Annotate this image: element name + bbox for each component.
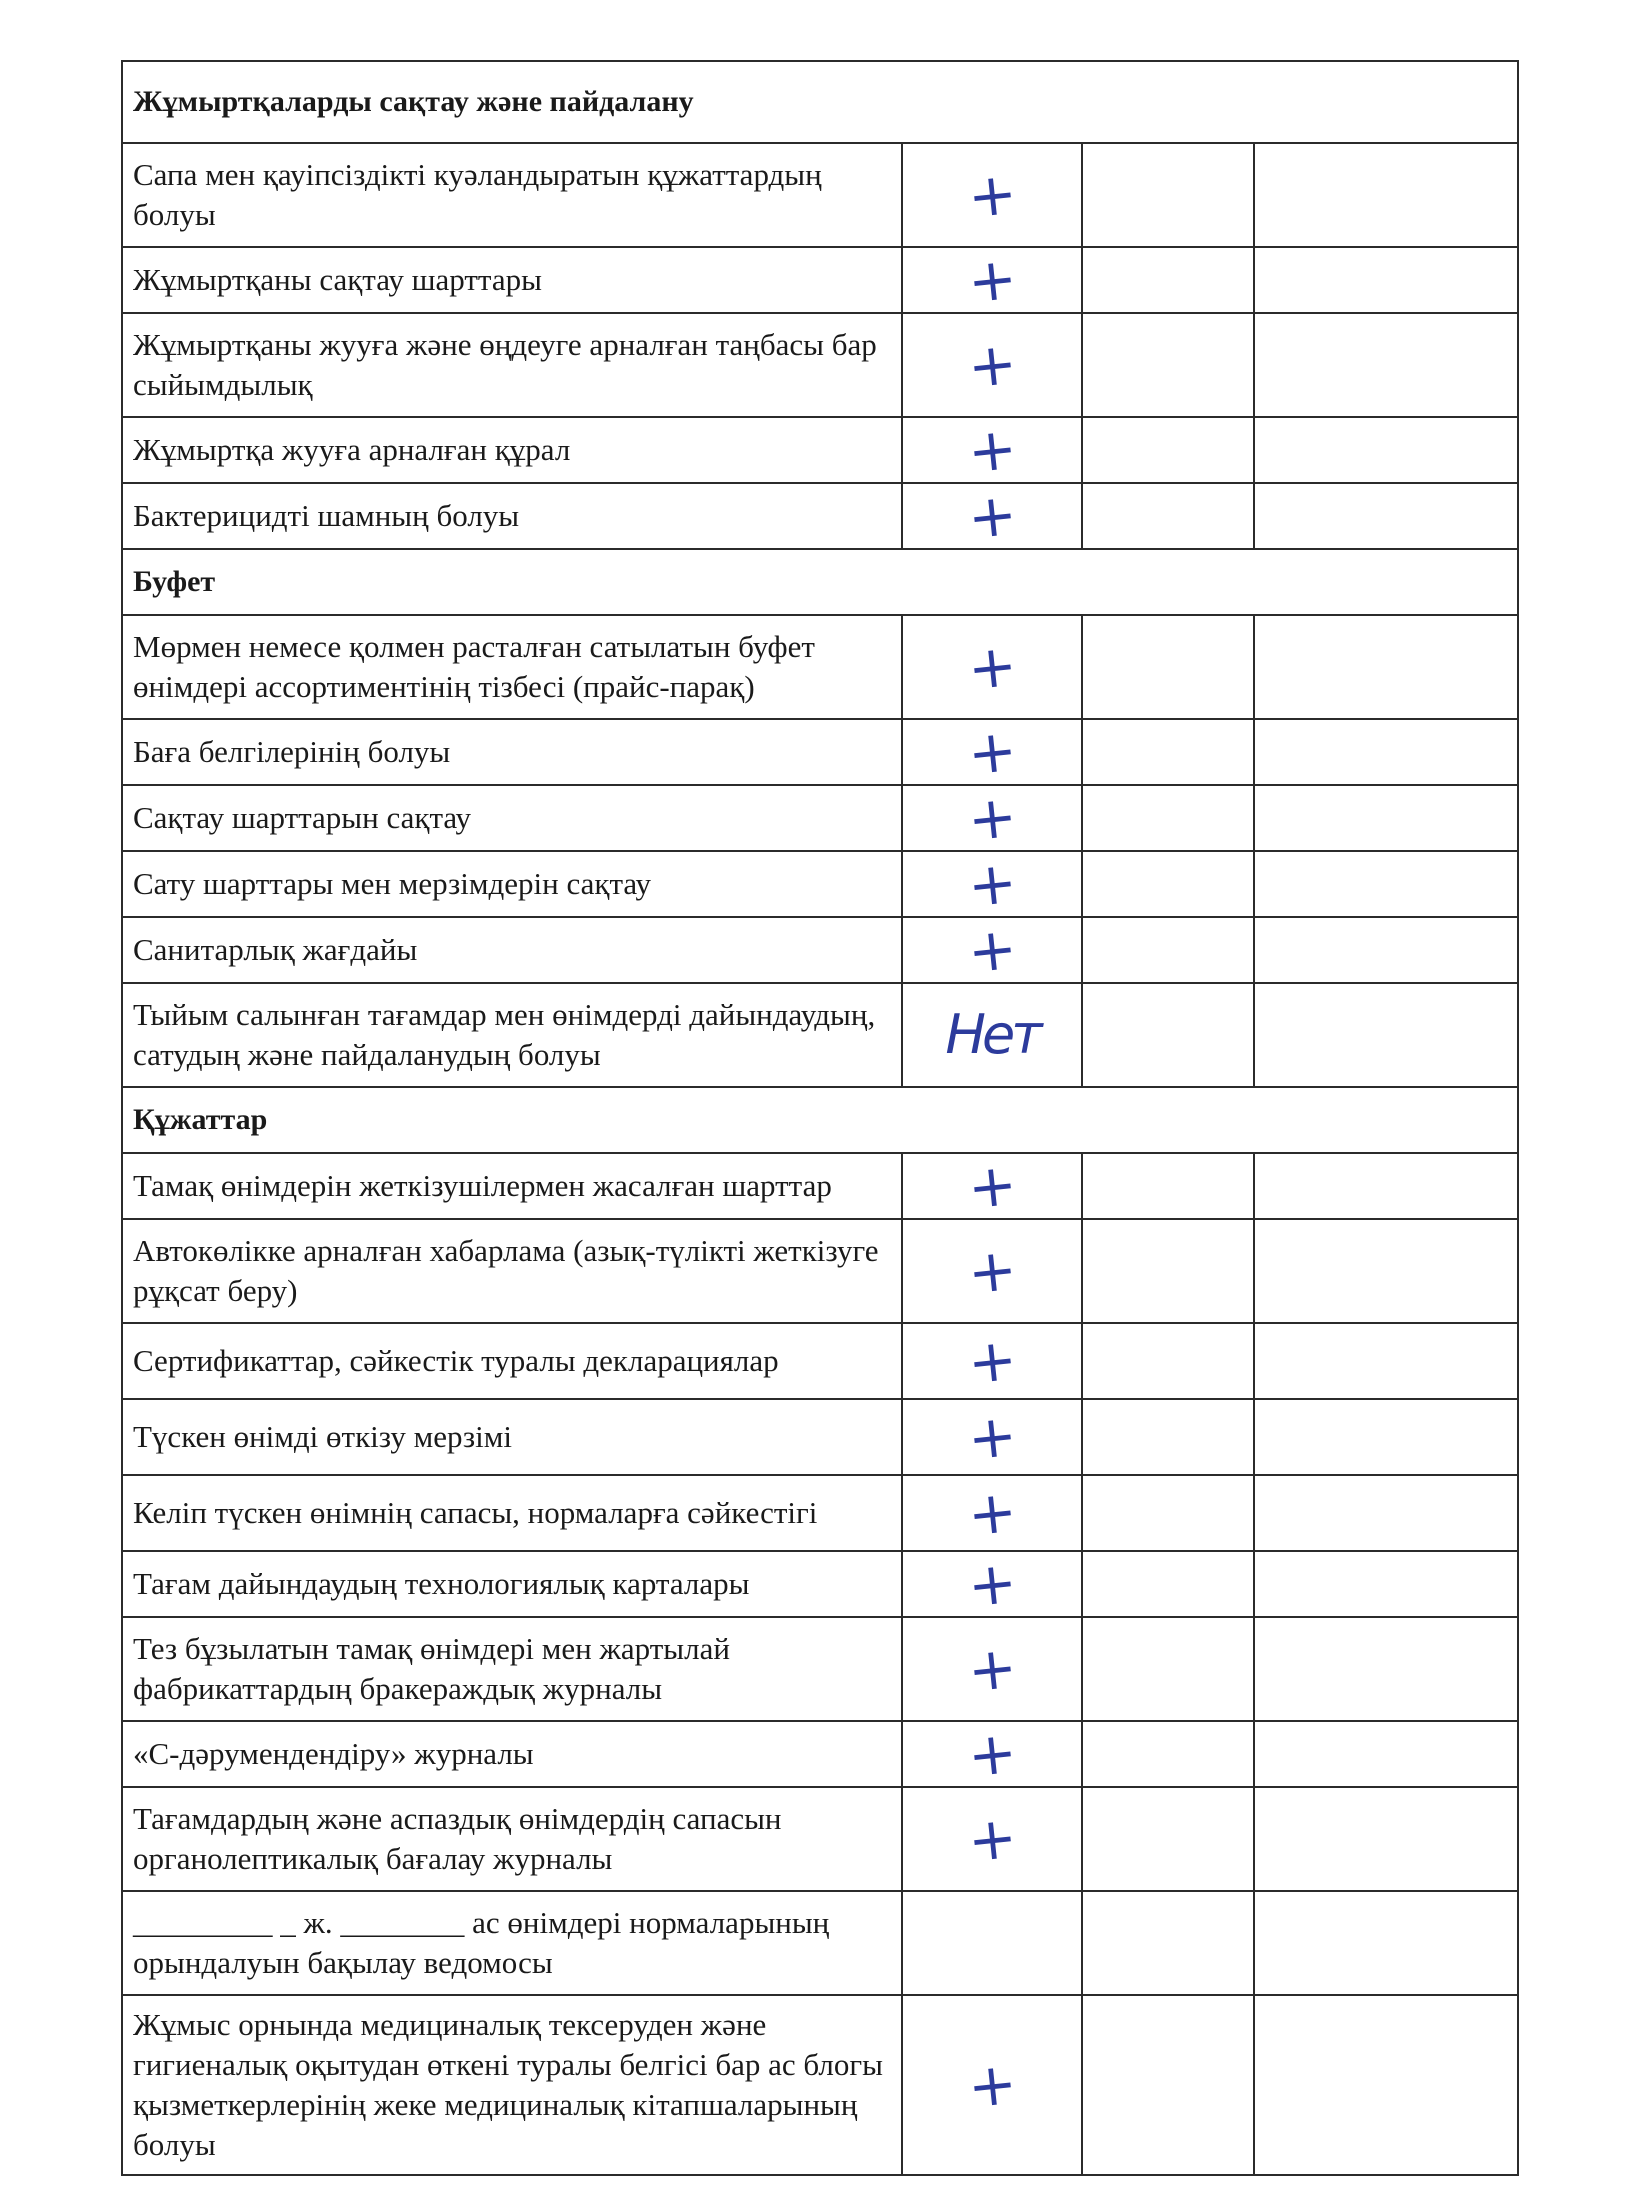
- criterion-text: Сертификаттар, сәйкестік туралы декларациялар: [122, 1323, 902, 1399]
- handwritten-plus-mark: +: [964, 913, 1020, 986]
- mark-cell: [902, 615, 1082, 719]
- criterion-text: Мөрмен немесе қолмен расталған сатылатын буфет өнімдері ассортиментінің тізбесі (прайс-парақ): [122, 615, 902, 719]
- empty-cell-a: [1082, 1551, 1254, 1617]
- empty-cell-b: [1254, 1551, 1518, 1617]
- mark-cell: [902, 781, 1082, 854]
- table-row: [122, 1995, 1518, 2175]
- empty-cell-a: [1082, 785, 1254, 851]
- handwritten-plus-mark: +: [964, 1632, 1020, 1705]
- empty-cell-a: [1082, 851, 1254, 917]
- mark-cell: [902, 1891, 1082, 1995]
- mark-cell: [902, 1323, 1082, 1399]
- empty-cell-a: [1082, 1721, 1254, 1787]
- handwritten-plus-mark: +: [964, 158, 1020, 231]
- empty-cell-a: [1082, 1995, 1254, 2175]
- handwritten-note: Нет: [945, 1002, 1039, 1066]
- handwritten-plus-mark: +: [964, 1234, 1020, 1307]
- handwritten-plus-mark: +: [964, 1476, 1020, 1549]
- mark-cell: [902, 143, 1082, 247]
- section-header-row: [122, 1087, 1518, 1153]
- table-row: [122, 1787, 1518, 1891]
- mark-cell: [902, 983, 1082, 1087]
- table-row: [122, 785, 1518, 851]
- mark-cell: [902, 1547, 1082, 1620]
- criterion-text: Сақтау шарттарын сақтау: [122, 785, 902, 851]
- handwritten-plus-mark: +: [964, 715, 1020, 788]
- empty-cell-b: [1254, 1721, 1518, 1787]
- mark-cell: [902, 1219, 1082, 1323]
- mark-cell: [902, 715, 1082, 788]
- table-row: [122, 1399, 1518, 1475]
- empty-cell-a: [1082, 615, 1254, 719]
- empty-cell-b: [1254, 851, 1518, 917]
- section-title: Буфет: [122, 549, 1518, 615]
- handwritten-plus-mark: +: [964, 1400, 1020, 1473]
- table-row: [122, 1153, 1518, 1219]
- section-title: Жұмыртқаларды сақтау және пайдалану: [122, 61, 1518, 143]
- empty-cell-b: [1254, 1891, 1518, 1995]
- empty-cell-b: [1254, 1787, 1518, 1891]
- mark-cell: [902, 1399, 1082, 1475]
- empty-cell-b: [1254, 719, 1518, 785]
- empty-cell-a: [1082, 1475, 1254, 1551]
- table-row: [122, 983, 1518, 1087]
- criterion-text: Жұмыртқаны жууға және өңдеуге арналған таңбасы бар сыйымдылық: [122, 313, 902, 417]
- criterion-text: «С-дәрумендендіру» журналы: [122, 1721, 902, 1787]
- handwritten-plus-mark: +: [964, 1324, 1020, 1397]
- empty-cell-b: [1254, 313, 1518, 417]
- handwritten-plus-mark: +: [964, 1717, 1020, 1790]
- empty-cell-b: [1254, 785, 1518, 851]
- empty-cell-b: [1254, 983, 1518, 1087]
- table-row: [122, 1891, 1518, 1995]
- table-row: [122, 1219, 1518, 1323]
- criterion-text: Жұмыртқа жууға арналған құрал: [122, 417, 902, 483]
- handwritten-plus-mark: +: [964, 413, 1020, 486]
- empty-cell-b: [1254, 417, 1518, 483]
- mark-cell: [902, 1995, 1082, 2175]
- mark-cell: [902, 413, 1082, 486]
- handwritten-plus-mark: +: [964, 847, 1020, 920]
- handwritten-plus-mark: +: [964, 630, 1020, 703]
- handwritten-plus-mark: +: [964, 243, 1020, 316]
- mark-cell: [902, 847, 1082, 920]
- empty-cell-b: [1254, 1475, 1518, 1551]
- empty-cell-b: [1254, 1153, 1518, 1219]
- handwritten-plus-mark: +: [964, 479, 1020, 552]
- table-row: [122, 483, 1518, 549]
- criterion-text: Тез бұзылатын тамақ өнімдері мен жартылай фабрикаттардың бракераждық журналы: [122, 1617, 902, 1721]
- handwritten-plus-mark: +: [964, 2048, 1020, 2121]
- empty-cell-b: [1254, 1399, 1518, 1475]
- empty-cell-b: [1254, 247, 1518, 313]
- section-title: Құжаттар: [122, 1087, 1518, 1153]
- table-row: [122, 1721, 1518, 1787]
- criterion-text: Тағам дайындаудың технологиялық карталары: [122, 1551, 902, 1617]
- criterion-text: Тамақ өнімдерін жеткізушілермен жасалған шарттар: [122, 1153, 902, 1219]
- table-row: [122, 1551, 1518, 1617]
- empty-cell-a: [1082, 1617, 1254, 1721]
- checklist-sheet: [121, 60, 1517, 2176]
- criterion-text: Сапа мен қауіпсіздікті куәландыратын құжаттардың болуы: [122, 143, 902, 247]
- mark-cell: [902, 1149, 1082, 1222]
- criterion-text: _________ _ ж. ________ ас өнімдері нормаларының орындалуын бақылау ведомосы: [122, 1891, 902, 1995]
- table-row: [122, 1617, 1518, 1721]
- table-row: [122, 143, 1518, 247]
- empty-cell-a: [1082, 1787, 1254, 1891]
- criterion-text: Тыйым салынған тағамдар мен өнімдерді дайындаудың, сатудың және пайдаланудың болуы: [122, 983, 902, 1087]
- empty-cell-a: [1082, 417, 1254, 483]
- empty-cell-a: [1082, 917, 1254, 983]
- table-row: [122, 313, 1518, 417]
- empty-cell-a: [1082, 1399, 1254, 1475]
- handwritten-plus-mark: +: [964, 1802, 1020, 1875]
- table-row: [122, 851, 1518, 917]
- empty-cell-b: [1254, 483, 1518, 549]
- table-row: [122, 917, 1518, 983]
- empty-cell-a: [1082, 313, 1254, 417]
- criterion-text: Санитарлық жағдайы: [122, 917, 902, 983]
- empty-cell-b: [1254, 917, 1518, 983]
- criterion-text: Баға белгілерінің болуы: [122, 719, 902, 785]
- empty-cell-a: [1082, 1153, 1254, 1219]
- criterion-text: Жұмыс орнында медициналық тексеруден және гигиеналық оқытудан өткені туралы белгісі бар ас блогы қызметкерлерінің жеке медициналық кітапшаларының болуы: [122, 1995, 902, 2175]
- empty-cell-a: [1082, 247, 1254, 313]
- table-row: [122, 1323, 1518, 1399]
- empty-cell-a: [1082, 1323, 1254, 1399]
- criterion-text: Автокөлікке арналған хабарлама (азық-түлікті жеткізуге рұқсат беру): [122, 1219, 902, 1323]
- handwritten-plus-mark: +: [964, 1547, 1020, 1620]
- table-row: [122, 1475, 1518, 1551]
- mark-cell: [902, 313, 1082, 417]
- table-row: [122, 247, 1518, 313]
- empty-cell-b: [1254, 143, 1518, 247]
- table-row: [122, 615, 1518, 719]
- empty-cell-a: [1082, 1891, 1254, 1995]
- mark-cell: [902, 913, 1082, 986]
- mark-cell: [902, 479, 1082, 552]
- criterion-text: Түскен өнімді өткізу мерзімі: [122, 1399, 902, 1475]
- mark-cell: [902, 1475, 1082, 1551]
- section-header-row: [122, 61, 1518, 143]
- empty-cell-a: [1082, 143, 1254, 247]
- criterion-text: Жұмыртқаны сақтау шарттары: [122, 247, 902, 313]
- handwritten-plus-mark: +: [964, 328, 1020, 401]
- empty-cell-a: [1082, 1219, 1254, 1323]
- empty-cell-b: [1254, 1995, 1518, 2175]
- table-row: [122, 417, 1518, 483]
- criterion-text: Сату шарттары мен мерзімдерін сақтау: [122, 851, 902, 917]
- criterion-text: Бактерицидті шамның болуы: [122, 483, 902, 549]
- mark-cell: [902, 1717, 1082, 1790]
- table-row: [122, 719, 1518, 785]
- empty-cell-a: [1082, 719, 1254, 785]
- criterion-text: Тағамдардың және аспаздық өнімдердің сапасын органолептикалық бағалау журналы: [122, 1787, 902, 1891]
- empty-cell-b: [1254, 615, 1518, 719]
- mark-cell: [902, 243, 1082, 316]
- mark-cell: [902, 1787, 1082, 1891]
- criterion-text: Келіп түскен өнімнің сапасы, нормаларға сәйкестігі: [122, 1475, 902, 1551]
- empty-cell-a: [1082, 983, 1254, 1087]
- checklist-table: [121, 60, 1519, 2176]
- handwritten-plus-mark: +: [964, 1149, 1020, 1222]
- section-header-row: [122, 549, 1518, 615]
- empty-cell-a: [1082, 483, 1254, 549]
- handwritten-plus-mark: +: [964, 781, 1020, 854]
- empty-cell-b: [1254, 1323, 1518, 1399]
- empty-cell-b: [1254, 1617, 1518, 1721]
- mark-cell: [902, 1617, 1082, 1721]
- empty-cell-b: [1254, 1219, 1518, 1323]
